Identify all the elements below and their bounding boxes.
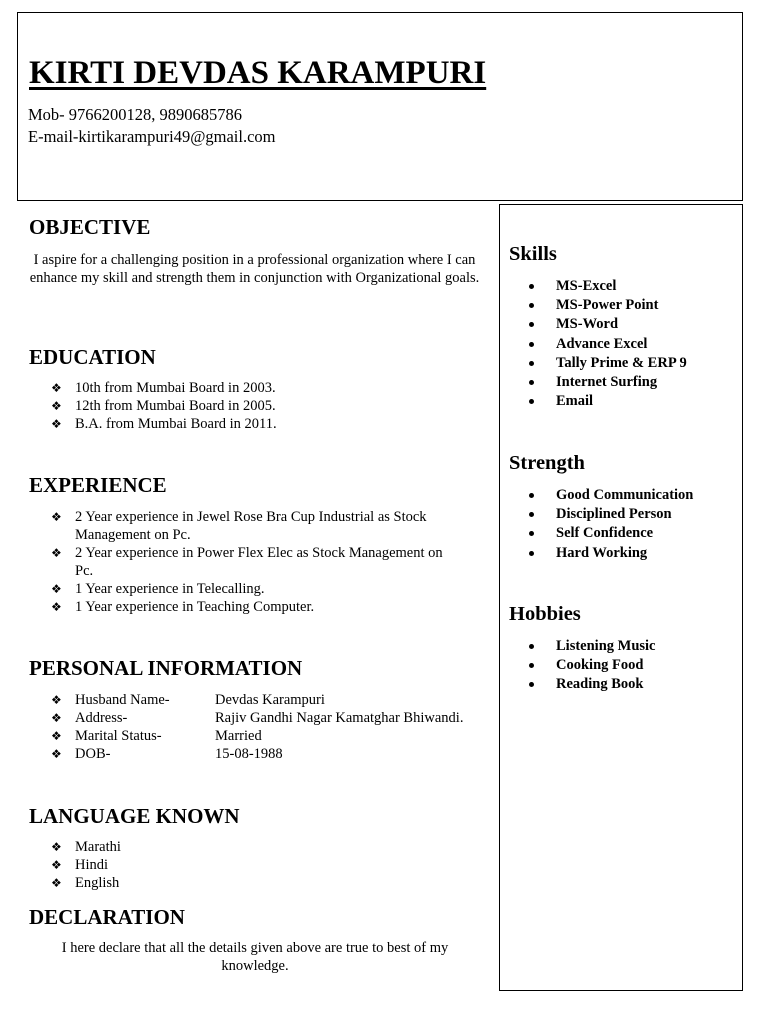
list-item: [51, 727, 491, 745]
diamond-bullet-icon: ❖: [51, 600, 62, 614]
bullet-dot-icon: [529, 380, 534, 385]
skill-item: MS-Word: [556, 316, 619, 333]
declaration-heading: DECLARATION: [29, 905, 185, 929]
list-item: [51, 838, 121, 856]
strength-list: [529, 486, 693, 563]
skill-item: Tally Prime & ERP 9: [556, 354, 687, 371]
education-item: 10th from Mumbai Board in 2003.: [75, 380, 276, 396]
list-item: [51, 874, 121, 892]
objective-text: I aspire for a challenging position in a professional organization where I can enhance my skill and strength them in conjunction with Organizational goals.: [29, 252, 480, 286]
personal-info-heading: PERSONAL INFORMATION: [29, 656, 303, 680]
candidate-name: KIRTI DEVDAS KARAMPURI: [29, 55, 487, 91]
bullet-dot-icon: [529, 399, 534, 404]
experience-list: [51, 508, 461, 616]
list-item: [51, 544, 461, 580]
experience-item: 2 Year experience in Power Flex Elec as Stock Management on Pc.: [75, 545, 443, 579]
list-item: [51, 379, 277, 397]
strength-item: Good Communication: [556, 487, 694, 503]
list-item: [51, 856, 121, 874]
personal-value: Rajiv Gandhi Nagar Kamatghar Bhiwandi.: [215, 710, 464, 726]
header-box: [17, 12, 743, 201]
skills-heading: Skills: [509, 243, 557, 265]
bullet-dot-icon: [529, 493, 534, 498]
list-item: [51, 709, 491, 727]
list-item: [51, 745, 491, 763]
skill-item: MS-Power Point: [556, 297, 659, 314]
diamond-bullet-icon: ❖: [51, 711, 62, 725]
bullet-dot-icon: [529, 342, 534, 347]
list-item: [529, 296, 687, 315]
diamond-bullet-icon: ❖: [51, 546, 62, 560]
education-item: 12th from Mumbai Board in 2005.: [75, 398, 276, 414]
personal-label: Husband Name-: [75, 692, 170, 708]
declaration-text: I here declare that all the details given above are true to best of my knowledge.: [61, 940, 449, 974]
language-item: English: [75, 875, 120, 891]
diamond-bullet-icon: ❖: [51, 399, 62, 413]
personal-value: Married: [215, 728, 262, 744]
list-item: [529, 486, 693, 505]
mobile-numbers: Mob- 9766200128, 9890685786: [28, 105, 243, 124]
language-item: Hindi: [75, 857, 109, 873]
list-item: [51, 691, 491, 709]
list-item: [529, 505, 693, 524]
sidebar-box: [499, 204, 743, 991]
strength-item: Disciplined Person: [556, 506, 672, 523]
personal-label: Address-: [75, 710, 128, 726]
personal-value: 15-08-1988: [215, 746, 283, 762]
language-list: [51, 838, 121, 892]
diamond-bullet-icon: ❖: [51, 582, 62, 596]
bullet-dot-icon: [529, 682, 534, 687]
personal-value: Devdas Karampuri: [215, 692, 325, 708]
strength-item: Self Confidence: [556, 525, 654, 542]
education-heading: EDUCATION: [29, 345, 156, 369]
list-item: [529, 524, 693, 543]
bullet-dot-icon: [529, 531, 534, 536]
strength-heading: Strength: [509, 452, 585, 474]
list-item: [529, 675, 656, 694]
list-item: [529, 392, 687, 411]
objective-heading: OBJECTIVE: [29, 215, 151, 239]
diamond-bullet-icon: ❖: [51, 729, 62, 743]
experience-item: 1 Year experience in Telecalling.: [75, 581, 265, 597]
bullet-dot-icon: [529, 361, 534, 366]
language-heading: LANGUAGE KNOWN: [29, 804, 240, 828]
diamond-bullet-icon: ❖: [51, 693, 62, 707]
skill-item: Email: [556, 393, 594, 410]
diamond-bullet-icon: ❖: [51, 381, 62, 395]
bullet-dot-icon: [529, 551, 534, 556]
list-item: [529, 656, 656, 675]
hobby-item: Cooking Food: [556, 657, 644, 674]
bullet-dot-icon: [529, 644, 534, 649]
skill-item: Internet Surfing: [556, 374, 658, 391]
email-address: E-mail-kirtikarampuri49@gmail.com: [28, 127, 276, 146]
experience-item: 1 Year experience in Teaching Computer.: [75, 599, 315, 615]
bullet-dot-icon: [529, 303, 534, 308]
list-item: [51, 397, 277, 415]
diamond-bullet-icon: ❖: [51, 840, 62, 854]
list-item: [51, 598, 461, 616]
bullet-dot-icon: [529, 663, 534, 668]
list-item: [529, 354, 687, 373]
list-item: [529, 373, 687, 392]
bullet-dot-icon: [529, 284, 534, 289]
hobbies-list: [529, 637, 656, 695]
experience-item: 2 Year experience in Jewel Rose Bra Cup Industrial as Stock Management on Pc.: [75, 509, 427, 543]
strength-item: Hard Working: [556, 544, 648, 561]
education-list: [51, 379, 277, 433]
education-item: B.A. from Mumbai Board in 2011.: [75, 416, 277, 432]
list-item: [51, 580, 461, 598]
hobbies-heading: Hobbies: [509, 603, 581, 625]
list-item: [51, 508, 461, 544]
diamond-bullet-icon: ❖: [51, 510, 62, 524]
skill-item: Advance Excel: [556, 335, 648, 352]
list-item: [529, 335, 687, 354]
diamond-bullet-icon: ❖: [51, 876, 62, 890]
list-item: [51, 415, 277, 433]
list-item: [529, 637, 656, 656]
list-item: [529, 544, 693, 563]
list-item: [529, 315, 687, 334]
diamond-bullet-icon: ❖: [51, 747, 62, 761]
personal-label: DOB-: [75, 746, 111, 762]
personal-info-list: [51, 691, 491, 763]
personal-label: Marital Status-: [75, 728, 162, 744]
list-item: [529, 277, 687, 296]
diamond-bullet-icon: ❖: [51, 858, 62, 872]
diamond-bullet-icon: ❖: [51, 417, 62, 431]
bullet-dot-icon: [529, 512, 534, 517]
language-item: Marathi: [75, 839, 121, 855]
bullet-dot-icon: [529, 322, 534, 327]
hobby-item: Reading Book: [556, 676, 644, 693]
experience-heading: EXPERIENCE: [29, 473, 167, 497]
skill-item: MS-Excel: [556, 278, 617, 294]
hobby-item: Listening Music: [556, 638, 656, 654]
skills-list: [529, 277, 687, 411]
